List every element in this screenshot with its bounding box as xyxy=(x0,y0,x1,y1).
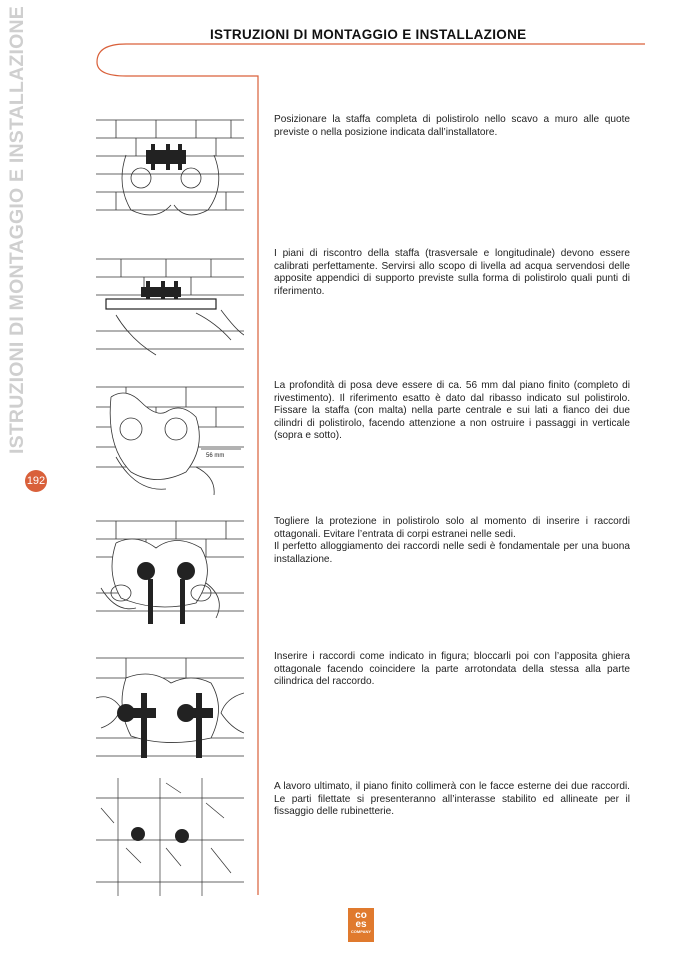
page-number: 192 xyxy=(25,470,47,492)
coes-logo xyxy=(348,908,374,942)
illustration-finished-wall xyxy=(96,778,244,896)
step-text: Posizionare la staffa completa di polistirolo nello scavo a muro alle quote previste o nella posizione indicata dall’installatore. xyxy=(274,114,630,138)
header-title: ISTRUZIONI DI MONTAGGIO E INSTALLAZIONE xyxy=(210,27,527,42)
illustration-depth-fixing xyxy=(96,377,244,495)
step-text: La profondità di posa deve essere di ca. 56 mm dal piano finito (completo di rivestimento). Il riferimento esatto è dato dal ribasso indicato sul polistirolo. Fissare la staffa (con malta) nella parte centrale e sui lati a fianco dei due cilindri di polistirolo, facendo attenzione a non ostruire i passaggi in verticale (sopra e sotto). xyxy=(274,380,630,442)
side-title: ISTRUZIONI DI MONTAGGIO E INSTALLAZIONE xyxy=(6,6,28,454)
illustration-insert-fittings xyxy=(96,648,244,766)
logo-line-2: es xyxy=(355,919,367,930)
illustration-remove-protection xyxy=(96,513,244,631)
dimension-label: 56 mm xyxy=(206,453,225,459)
illustration-level-check xyxy=(96,245,244,363)
step-text: I piani di riscontro della staffa (trasversale e longitudinale) devono essere calibrati perfettamente. Servirsi allo scopo di livella ad acqua servendosi delle apposite appendici di supporto previste sulla forma di polistirolo quali punti di riferimento. xyxy=(274,248,630,297)
logo-line-1: co xyxy=(355,910,367,921)
illustration-bracket-placement xyxy=(96,110,244,228)
step-text: Togliere la protezione in polistirolo solo al momento di inserire i raccordi ottagonali. Evitare l’entrata di corpi estranei nelle sedi. Il perfetto alloggiamento dei raccordi nelle sedi è fondamentale per una buona installazione. xyxy=(274,516,630,565)
step-text: Inserire i raccordi come indicato in figura; bloccarli poi con l’apposita ghiera ottagonale facendo coincidere la parte arrotondata della stessa alla parte cilindrica del raccordo. xyxy=(274,651,630,688)
logo-line-3: COMPANY xyxy=(350,929,372,934)
step-text: A lavoro ultimato, il piano finito collimerà con le facce esterne dei due raccordi. Le parti filettate si presenteranno all’interasse stabilito ed allineate per il fissaggio delle rubinetterie. xyxy=(274,781,630,818)
